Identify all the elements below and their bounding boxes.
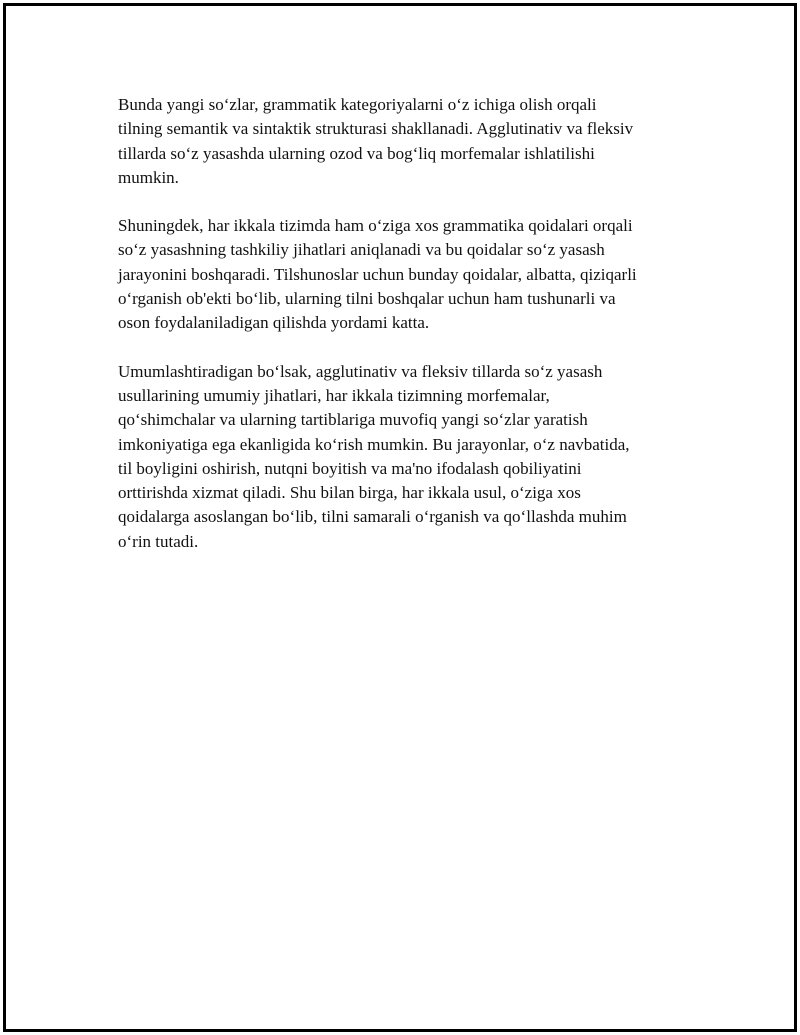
text-line: o‘rin tutadi. [118,531,199,551]
document-body [118,93,698,578]
text-line: oson foydalaniladigan qilishda yordami katta. [118,313,430,333]
text-line: Bunda yangi so‘zlar, grammatik kategoriyalarni o‘z ichiga olish orqali [118,95,597,114]
text-line: qo‘shimchalar va ularning tartiblariga muvofiq yangi so‘zlar yaratish [118,410,588,430]
paragraph-2 [118,214,698,335]
paragraph-1 [118,93,698,190]
text-line: til boyligini oshirish, nutqni boyitish va ma'no ifodalash qobiliyatini [118,458,582,478]
text-line: imkoniyatiga ega ekanligida ko‘rish mumkin. Bu jarayonlar, o‘z navbatida, [118,434,630,454]
text-line: so‘z yasashning tashkiliy jihatlari aniqlanadi va bu qoidalar so‘z yasash [118,240,605,260]
text-line: Umumlashtiradigan bo‘lsak, agglutinativ va fleksiv tillarda so‘z yasash [118,361,603,381]
text-line: jarayonini boshqaradi. Tilshunoslar uchun bunday qoidalar, albatta, qiziqarli [118,264,637,284]
text-line: tillarda so‘z yasashda ularning ozod va bog‘liq morfemalar ishlatilishi [118,143,595,163]
text-line: mumkin. [118,167,179,187]
paragraph-3 [118,360,698,554]
text-line: qoidalarga asoslangan bo‘lib, tilni samarali o‘rganish va qo‘llashda muhim [118,507,627,527]
text-line: Shuningdek, har ikkala tizimda ham o‘ziga xos grammatika qoidalari orqali [118,216,633,236]
text-line: usullarining umumiy jihatlari, har ikkala tizimning morfemalar, [118,385,550,405]
text-line: tilning semantik va sintaktik strukturasi shakllanadi. Agglutinativ va fleksiv [118,119,634,139]
text-line: o‘rganish ob'ekti bo‘lib, ularning tilni boshqalar uchun ham tushunarli va [118,289,616,309]
text-line: orttirishda xizmat qiladi. Shu bilan birga, har ikkala usul, o‘ziga xos [118,483,581,503]
